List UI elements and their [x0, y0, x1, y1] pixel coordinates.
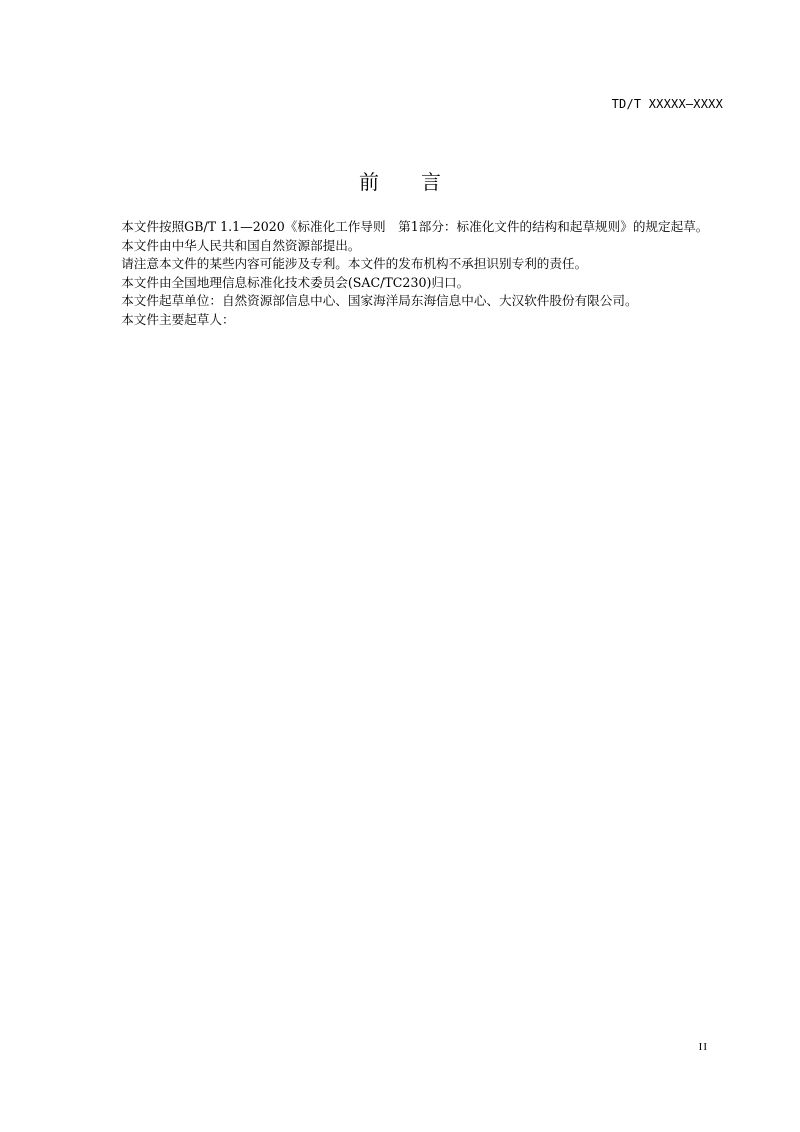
paragraph-proposer: 本文件由中华人民共和国自然资源部提出。 — [121, 237, 361, 253]
paragraph-patent-notice: 请注意本文件的某些内容可能涉及专利。本文件的发布机构不承担识别专利的责任。 — [121, 256, 588, 271]
page-number: II — [698, 1041, 708, 1053]
document-code: TD/T XXXXX—XXXX — [611, 97, 723, 111]
preface-body — [96, 218, 724, 329]
paragraph-drafting-units: 本文件起草单位：自然资源部信息中心、国家海洋局东海信息中心、大汉软件股份有限公司。 — [121, 293, 638, 308]
paragraph-committee: 本文件由全国地理信息标准化技术委员会(SAC/TC230)归口。 — [121, 274, 470, 290]
paragraph-drafters: 本文件主要起草人： — [121, 311, 235, 327]
section-title: 前言 — [359, 170, 483, 194]
paragraph-drafting-rules: 本文件按照GB/T 1.1—2020《标准化工作导则 第1部分：标准化文件的结构和起草规则》的规定起草。 — [121, 219, 709, 234]
